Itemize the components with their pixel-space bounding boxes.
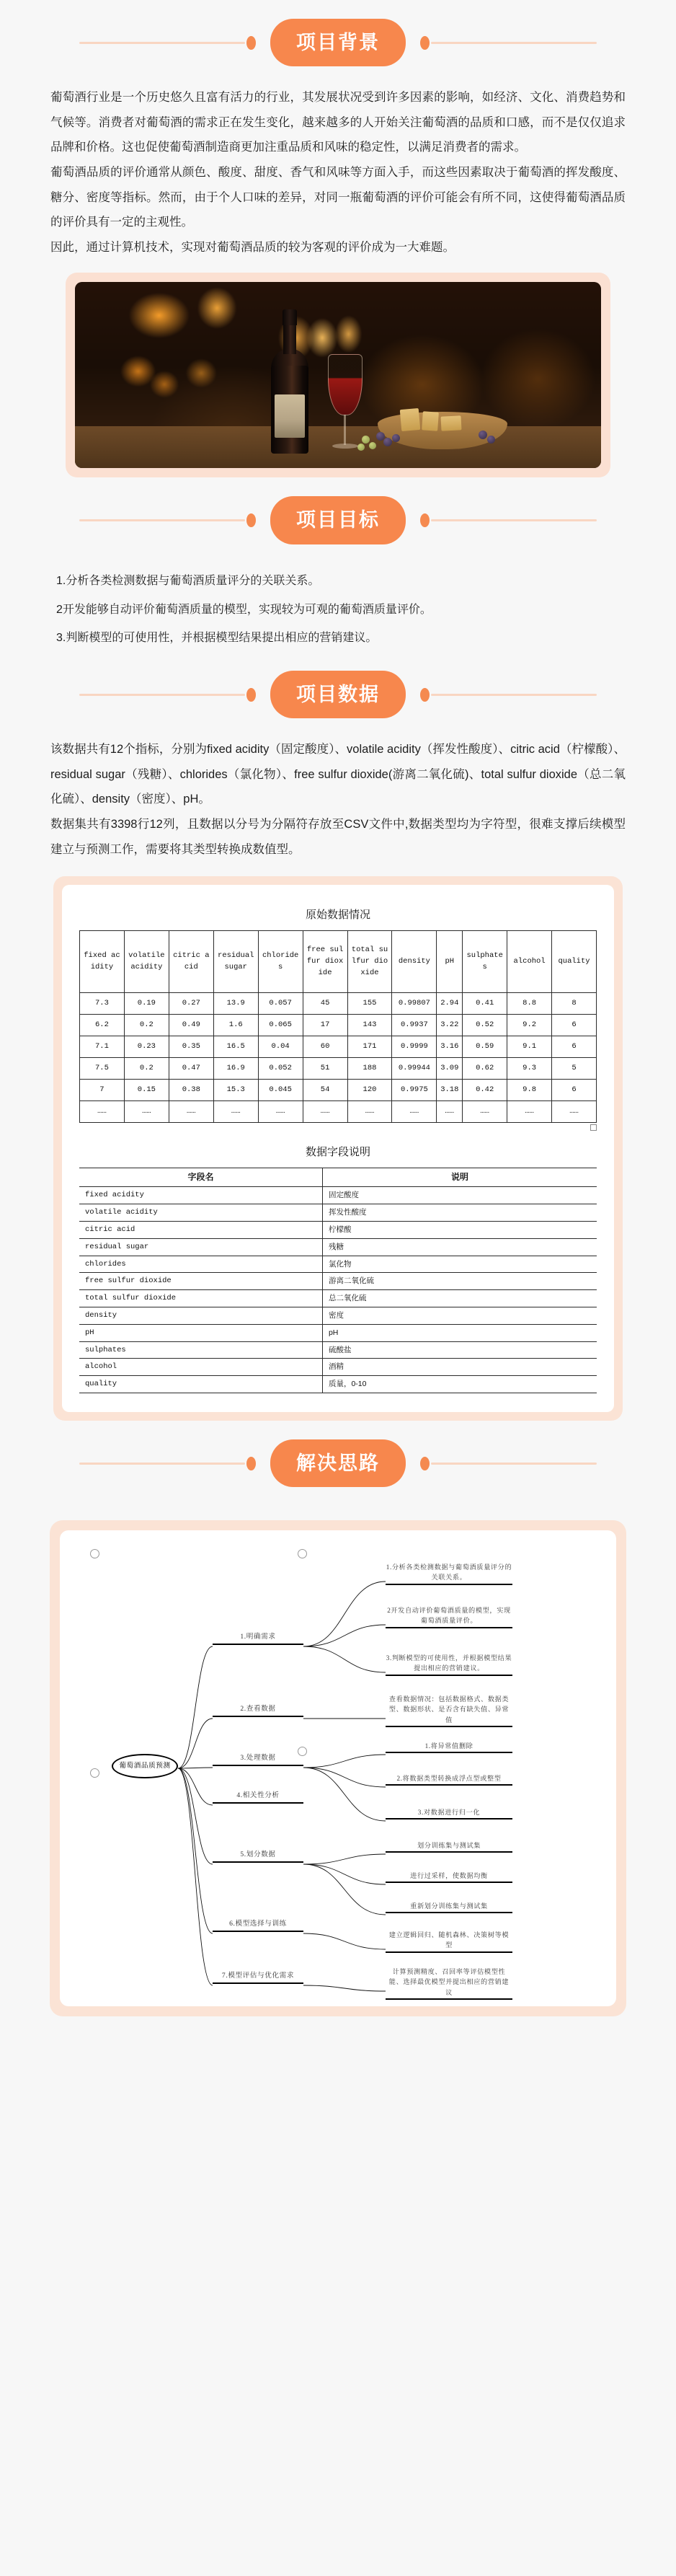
mindmap-branch-node: 2.查看数据 — [213, 1704, 303, 1717]
raw-table-cell: 16.9 — [213, 1058, 258, 1080]
mindmap-canvas — [60, 1530, 616, 2006]
section-title-data: 项目数据 — [270, 671, 406, 718]
raw-table-cell: 7.5 — [80, 1058, 125, 1080]
field-table-cell: pH — [322, 1324, 597, 1341]
field-table-cell: pH — [79, 1324, 322, 1341]
data-tables-card — [53, 876, 623, 1421]
hero-image-card — [66, 273, 610, 477]
field-table-cell: 氯化物 — [322, 1256, 597, 1273]
field-table-cell: 酒精 — [322, 1359, 597, 1376]
rule-left — [79, 688, 257, 702]
raw-table-header-cell: total sulfur dioxide — [347, 931, 392, 993]
mindmap-leaf-node: 2.将数据类型转换成浮点型或整型 — [386, 1773, 512, 1786]
field-description-table — [79, 1168, 597, 1393]
raw-table-cell: …… — [303, 1101, 347, 1123]
field-table-cell: citric acid — [79, 1222, 322, 1239]
wine-cellar-photo — [75, 282, 601, 468]
raw-table-header-cell: free sulfur dioxide — [303, 931, 347, 993]
cheese-slice — [400, 408, 421, 431]
field-table-cell: 总二氧化硫 — [322, 1290, 597, 1307]
table-row — [80, 993, 597, 1015]
rule-left — [79, 1457, 257, 1470]
section-title-solution: 解决思路 — [270, 1439, 406, 1487]
raw-table-cell: 143 — [347, 1015, 392, 1036]
glass-bowl — [328, 354, 363, 415]
raw-table-header-cell: fixed acidity — [80, 931, 125, 993]
raw-table-cell: 6 — [552, 1015, 597, 1036]
rule-right — [419, 1457, 597, 1470]
field-table-cell: total sulfur dioxide — [79, 1290, 322, 1307]
raw-table-cell: …… — [80, 1101, 125, 1123]
mindmap-leaf-node: 3.判断模型的可使用性，并根据模型结果提出相应的营销建议。 — [386, 1653, 512, 1676]
field-table-cell: volatile acidity — [79, 1204, 322, 1222]
rule-dot-right — [420, 513, 430, 527]
raw-table-cell: 0.045 — [258, 1080, 303, 1101]
raw-table-header-cell: residual sugar — [213, 931, 258, 993]
raw-table-cell: …… — [437, 1101, 463, 1123]
raw-table-cell: 9.1 — [507, 1036, 552, 1058]
mindmap-leaf-node: 计算预测精度、召回率等评估模型性能、选择最优模型并提出相应的营销建议 — [386, 1967, 512, 2000]
rule-left — [79, 513, 257, 527]
raw-table-cell: …… — [552, 1101, 597, 1123]
field-table-cell: 硫酸盐 — [322, 1341, 597, 1359]
field-table-cell: fixed acidity — [79, 1187, 322, 1204]
raw-table-cell: 0.41 — [463, 993, 507, 1015]
field-table-cell: 挥发性酸度 — [322, 1204, 597, 1222]
data-paragraph-1: 该数据共有12个指标，分别为fixed acidity（固定酸度）、volatile acidity（挥发性酸度）、citric acid（柠檬酸）、residual sugar（残糖）、chlorides（氯化物）、free sulfur dioxide(游离二氧化硫)、total sulfur dioxide（总二氧化硫）、density（密度）、pH。 — [50, 743, 626, 806]
raw-table-cell: 1.6 — [213, 1015, 258, 1036]
mindmap-branch-node: 3.处理数据 — [213, 1753, 303, 1766]
raw-table-cell: 7 — [80, 1080, 125, 1101]
mindmap-card — [50, 1520, 626, 2016]
table-row — [79, 1341, 597, 1359]
raw-table-cell: 0.9975 — [392, 1080, 437, 1101]
table-row — [79, 1324, 597, 1341]
table-row — [80, 1036, 597, 1058]
raw-table-cell: 0.057 — [258, 993, 303, 1015]
raw-table-cell: 3.18 — [437, 1080, 463, 1101]
raw-table-cell: 3.16 — [437, 1036, 463, 1058]
raw-table-cell: 0.04 — [258, 1036, 303, 1058]
rule-dot-right — [420, 1457, 430, 1470]
field-table-header-cell: 说明 — [322, 1168, 597, 1187]
rule-line-right — [431, 519, 597, 521]
raw-table-cell: 0.47 — [169, 1058, 213, 1080]
raw-table-cell: …… — [392, 1101, 437, 1123]
raw-table-cell: 0.99944 — [392, 1058, 437, 1080]
table-row — [80, 1080, 597, 1101]
rule-left — [79, 36, 257, 50]
raw-table-cell: 0.38 — [169, 1080, 213, 1101]
wine-bottle-icon — [268, 309, 311, 454]
raw-table-cell: …… — [213, 1101, 258, 1123]
raw-table-cell: 8 — [552, 993, 597, 1015]
mindmap-leaf-node: 重新划分训练集与测试集 — [386, 1901, 512, 1913]
raw-table-cell: 6.2 — [80, 1015, 125, 1036]
table-row — [79, 1290, 597, 1307]
goal-item: 2开发能够自动评价葡萄酒质量的模型，实现较为可观的葡萄酒质量评价。 — [56, 603, 432, 616]
table-row — [79, 1273, 597, 1290]
rule-right — [419, 36, 597, 50]
mindmap-leaf-node: 查看数据情况：包括数据格式、数据类型、数据形状、是否含有缺失值、异常值 — [386, 1694, 512, 1727]
raw-table-cell: 3.22 — [437, 1015, 463, 1036]
table-row — [79, 1222, 597, 1239]
cheese-slice — [440, 416, 461, 431]
raw-table-cell: 6 — [552, 1080, 597, 1101]
table-row — [80, 1058, 597, 1080]
wine-glass-icon — [324, 354, 367, 455]
rule-line-left — [79, 42, 245, 44]
mindmap-leaf-node: 划分训练集与测试集 — [386, 1840, 512, 1853]
rule-dot-left — [246, 1457, 256, 1470]
rule-right — [419, 688, 597, 702]
table-row — [79, 1256, 597, 1273]
raw-table-cell: 0.9937 — [392, 1015, 437, 1036]
table-row — [80, 1101, 597, 1123]
raw-table-cell: 0.62 — [463, 1058, 507, 1080]
raw-table-cell: 60 — [303, 1036, 347, 1058]
raw-table-cell: 155 — [347, 993, 392, 1015]
raw-table-cell: …… — [463, 1101, 507, 1123]
mindmap-branch-node: 4.相关性分析 — [213, 1791, 303, 1804]
raw-data-table — [79, 930, 597, 1123]
field-table-cell: 质量，0-10 — [322, 1376, 597, 1393]
section-header-solution — [0, 1421, 676, 1506]
raw-table-cell: 16.5 — [213, 1036, 258, 1058]
field-table-cell: 密度 — [322, 1307, 597, 1325]
raw-table-cell: 17 — [303, 1015, 347, 1036]
field-table-cell: 柠檬酸 — [322, 1222, 597, 1239]
raw-table-cell: …… — [258, 1101, 303, 1123]
background-paragraph-3: 因此，通过计算机技术，实现对葡萄酒品质的较为客观的评价成为一大难题。 — [50, 240, 455, 254]
rule-dot-left — [246, 688, 256, 702]
raw-table-header-row — [80, 931, 597, 993]
mindmap-leaf-node: 进行过采样，使数据均衡 — [386, 1871, 512, 1883]
field-table-caption: 数据字段说明 — [305, 1147, 370, 1159]
raw-table-cell: 3.09 — [437, 1058, 463, 1080]
field-table-cell: 游离二氧化硫 — [322, 1273, 597, 1290]
raw-table-cell: 188 — [347, 1058, 392, 1080]
field-table-cell: residual sugar — [79, 1238, 322, 1256]
table-row — [79, 1187, 597, 1204]
mindmap-leaf-node: 建立逻辑回归、随机森林、决策树等模型 — [386, 1930, 512, 1953]
raw-table-cell: 45 — [303, 993, 347, 1015]
mindmap-branch-node: 6.模型选择与训练 — [213, 1919, 303, 1932]
rule-right — [419, 513, 597, 527]
raw-table-cell: 6 — [552, 1036, 597, 1058]
section-title-background: 项目背景 — [270, 19, 406, 66]
bottle-label — [275, 394, 305, 438]
background-paragraph-2: 葡萄酒品质的评价通常从颜色、酸度、甜度、香气和风味等方面入手，而这些因素取决于葡萄酒的挥发酸度、糖分、密度等指标。然而，由于个人口味的差异，对同一瓶葡萄酒的评价可能会有所不同，这使得葡萄酒品质的评价具有一定的主观性。 — [50, 165, 626, 229]
field-table-header-cell: 字段名 — [79, 1168, 322, 1187]
raw-table-cell: 9.3 — [507, 1058, 552, 1080]
field-table-cell: 固定酸度 — [322, 1187, 597, 1204]
raw-table-cell: 0.23 — [124, 1036, 169, 1058]
field-table-cell: free sulfur dioxide — [79, 1273, 322, 1290]
mindmap-leaf-node: 3.对数据进行归一化 — [386, 1807, 512, 1819]
raw-table-cell: 13.9 — [213, 993, 258, 1015]
raw-table-header-cell: density — [392, 931, 437, 993]
raw-table-header-cell: citric acid — [169, 931, 213, 993]
raw-table-cell: 5 — [552, 1058, 597, 1080]
raw-table-cell: 0.052 — [258, 1058, 303, 1080]
rule-line-right — [431, 694, 597, 696]
field-table-cell: density — [79, 1307, 322, 1325]
raw-table-cell: 54 — [303, 1080, 347, 1101]
data-paragraph-2: 数据集共有3398行12列，且数据以分号为分隔符存放至CSV文件中,数据类型均为字符型，很难支撑后续模型建立与预测工作，需要将其类型转换成数值型。 — [50, 817, 626, 856]
section-header-background — [0, 0, 676, 85]
raw-table-cell: 0.9999 — [392, 1036, 437, 1058]
section-header-goals — [0, 477, 676, 563]
table-row — [79, 1376, 597, 1393]
background-body — [0, 85, 676, 260]
field-table-body — [79, 1187, 597, 1393]
mindmap-leaf-node: 1.分析各类检测数据与葡萄酒质量评分的关联关系。 — [386, 1562, 512, 1585]
goals-list — [0, 567, 676, 652]
raw-table-cell: 0.27 — [169, 993, 213, 1015]
field-table-header-row — [79, 1168, 597, 1187]
raw-table-header-cell: alcohol — [507, 931, 552, 993]
data-body — [0, 737, 676, 862]
raw-table-body — [80, 993, 597, 1123]
raw-table-cell: 9.8 — [507, 1080, 552, 1101]
raw-table-cell: 0.42 — [463, 1080, 507, 1101]
goal-item: 1.分析各类检测数据与葡萄酒质量评分的关联关系。 — [56, 575, 320, 588]
raw-table-cell: 0.49 — [169, 1015, 213, 1036]
raw-table-cell: 0.2 — [124, 1058, 169, 1080]
table-row — [80, 1015, 597, 1036]
glass-foot — [332, 444, 358, 449]
raw-table-cell: 7.1 — [80, 1036, 125, 1058]
resize-handle[interactable] — [590, 1124, 597, 1131]
rule-dot-right — [420, 36, 430, 50]
raw-table-cell: 2.94 — [437, 993, 463, 1015]
raw-table-cell: 0.99807 — [392, 993, 437, 1015]
rule-line-right — [431, 42, 597, 44]
data-tables-inner — [62, 885, 614, 1412]
raw-table-cell: 9.2 — [507, 1015, 552, 1036]
raw-table-cell: 0.52 — [463, 1015, 507, 1036]
field-table-cell: chlorides — [79, 1256, 322, 1273]
raw-table-cell: 0.2 — [124, 1015, 169, 1036]
raw-table-header-cell: sulphates — [463, 931, 507, 993]
raw-table-cell: 120 — [347, 1080, 392, 1101]
field-table-cell: quality — [79, 1376, 322, 1393]
mindmap-leaf-node: 1.将异常值删除 — [386, 1741, 512, 1753]
raw-table-cell: 51 — [303, 1058, 347, 1080]
table-row — [79, 1359, 597, 1376]
raw-table-cell: 0.15 — [124, 1080, 169, 1101]
glass-stem — [344, 415, 346, 445]
raw-table-cell: 0.59 — [463, 1036, 507, 1058]
rule-dot-right — [420, 688, 430, 702]
raw-table-cell: …… — [507, 1101, 552, 1123]
raw-table-cell: 15.3 — [213, 1080, 258, 1101]
rule-line-left — [79, 519, 245, 521]
mindmap-leaf-node: 2开发自动评价葡萄酒质量的模型，实现葡萄酒质量评价。 — [386, 1605, 512, 1628]
table-row — [79, 1307, 597, 1325]
raw-table-cell: …… — [124, 1101, 169, 1123]
bottle-cap — [283, 309, 297, 325]
raw-table-cell: 7.3 — [80, 993, 125, 1015]
field-table-cell: alcohol — [79, 1359, 322, 1376]
rule-line-left — [79, 694, 245, 696]
rule-line-right — [431, 1463, 597, 1465]
raw-table-header-cell: pH — [437, 931, 463, 993]
section-title-goals: 项目目标 — [270, 496, 406, 544]
mindmap-branch-node: 5.划分数据 — [213, 1850, 303, 1863]
field-table-cell: 残糖 — [322, 1238, 597, 1256]
mindmap-branch-node: 7.模型评估与优化需求 — [213, 1971, 303, 1984]
raw-table-cell: 171 — [347, 1036, 392, 1058]
table-row — [79, 1238, 597, 1256]
raw-table-cell: 0.19 — [124, 993, 169, 1015]
section-header-data — [0, 652, 676, 737]
goal-item: 3.判断模型的可使用性，并根据模型结果提出相应的营销建议。 — [56, 631, 378, 644]
rule-dot-left — [246, 513, 256, 527]
raw-table-caption: 原始数据情况 — [305, 909, 370, 922]
raw-table-cell: 0.065 — [258, 1015, 303, 1036]
raw-table-cell: 8.8 — [507, 993, 552, 1015]
rule-line-left — [79, 1463, 245, 1465]
cheese-slice — [422, 412, 439, 431]
raw-table-header-cell: chlorides — [258, 931, 303, 993]
raw-table-header-cell: volatile acidity — [124, 931, 169, 993]
table-row — [79, 1204, 597, 1222]
raw-table-cell: …… — [347, 1101, 392, 1123]
raw-table-cell: …… — [169, 1101, 213, 1123]
raw-table-header-cell: quality — [552, 931, 597, 993]
mindmap-root-node: 葡萄酒品质预测 — [112, 1754, 178, 1778]
mindmap-branch-node: 1.明确需求 — [213, 1632, 303, 1645]
raw-table-cell: 0.35 — [169, 1036, 213, 1058]
field-table-cell: sulphates — [79, 1341, 322, 1359]
background-paragraph-1: 葡萄酒行业是一个历史悠久且富有活力的行业，其发展状况受到许多因素的影响，如经济、文化、消费趋势和气候等。消费者对葡萄酒的需求正在发生变化，越来越多的人开始关注葡萄酒的品质和口感，而不是仅仅追求品牌和价格。这也促使葡萄酒制造商更加注重品质和风味的稳定性，以满足消费者的需求。 — [50, 91, 626, 154]
rule-dot-left — [246, 36, 256, 50]
